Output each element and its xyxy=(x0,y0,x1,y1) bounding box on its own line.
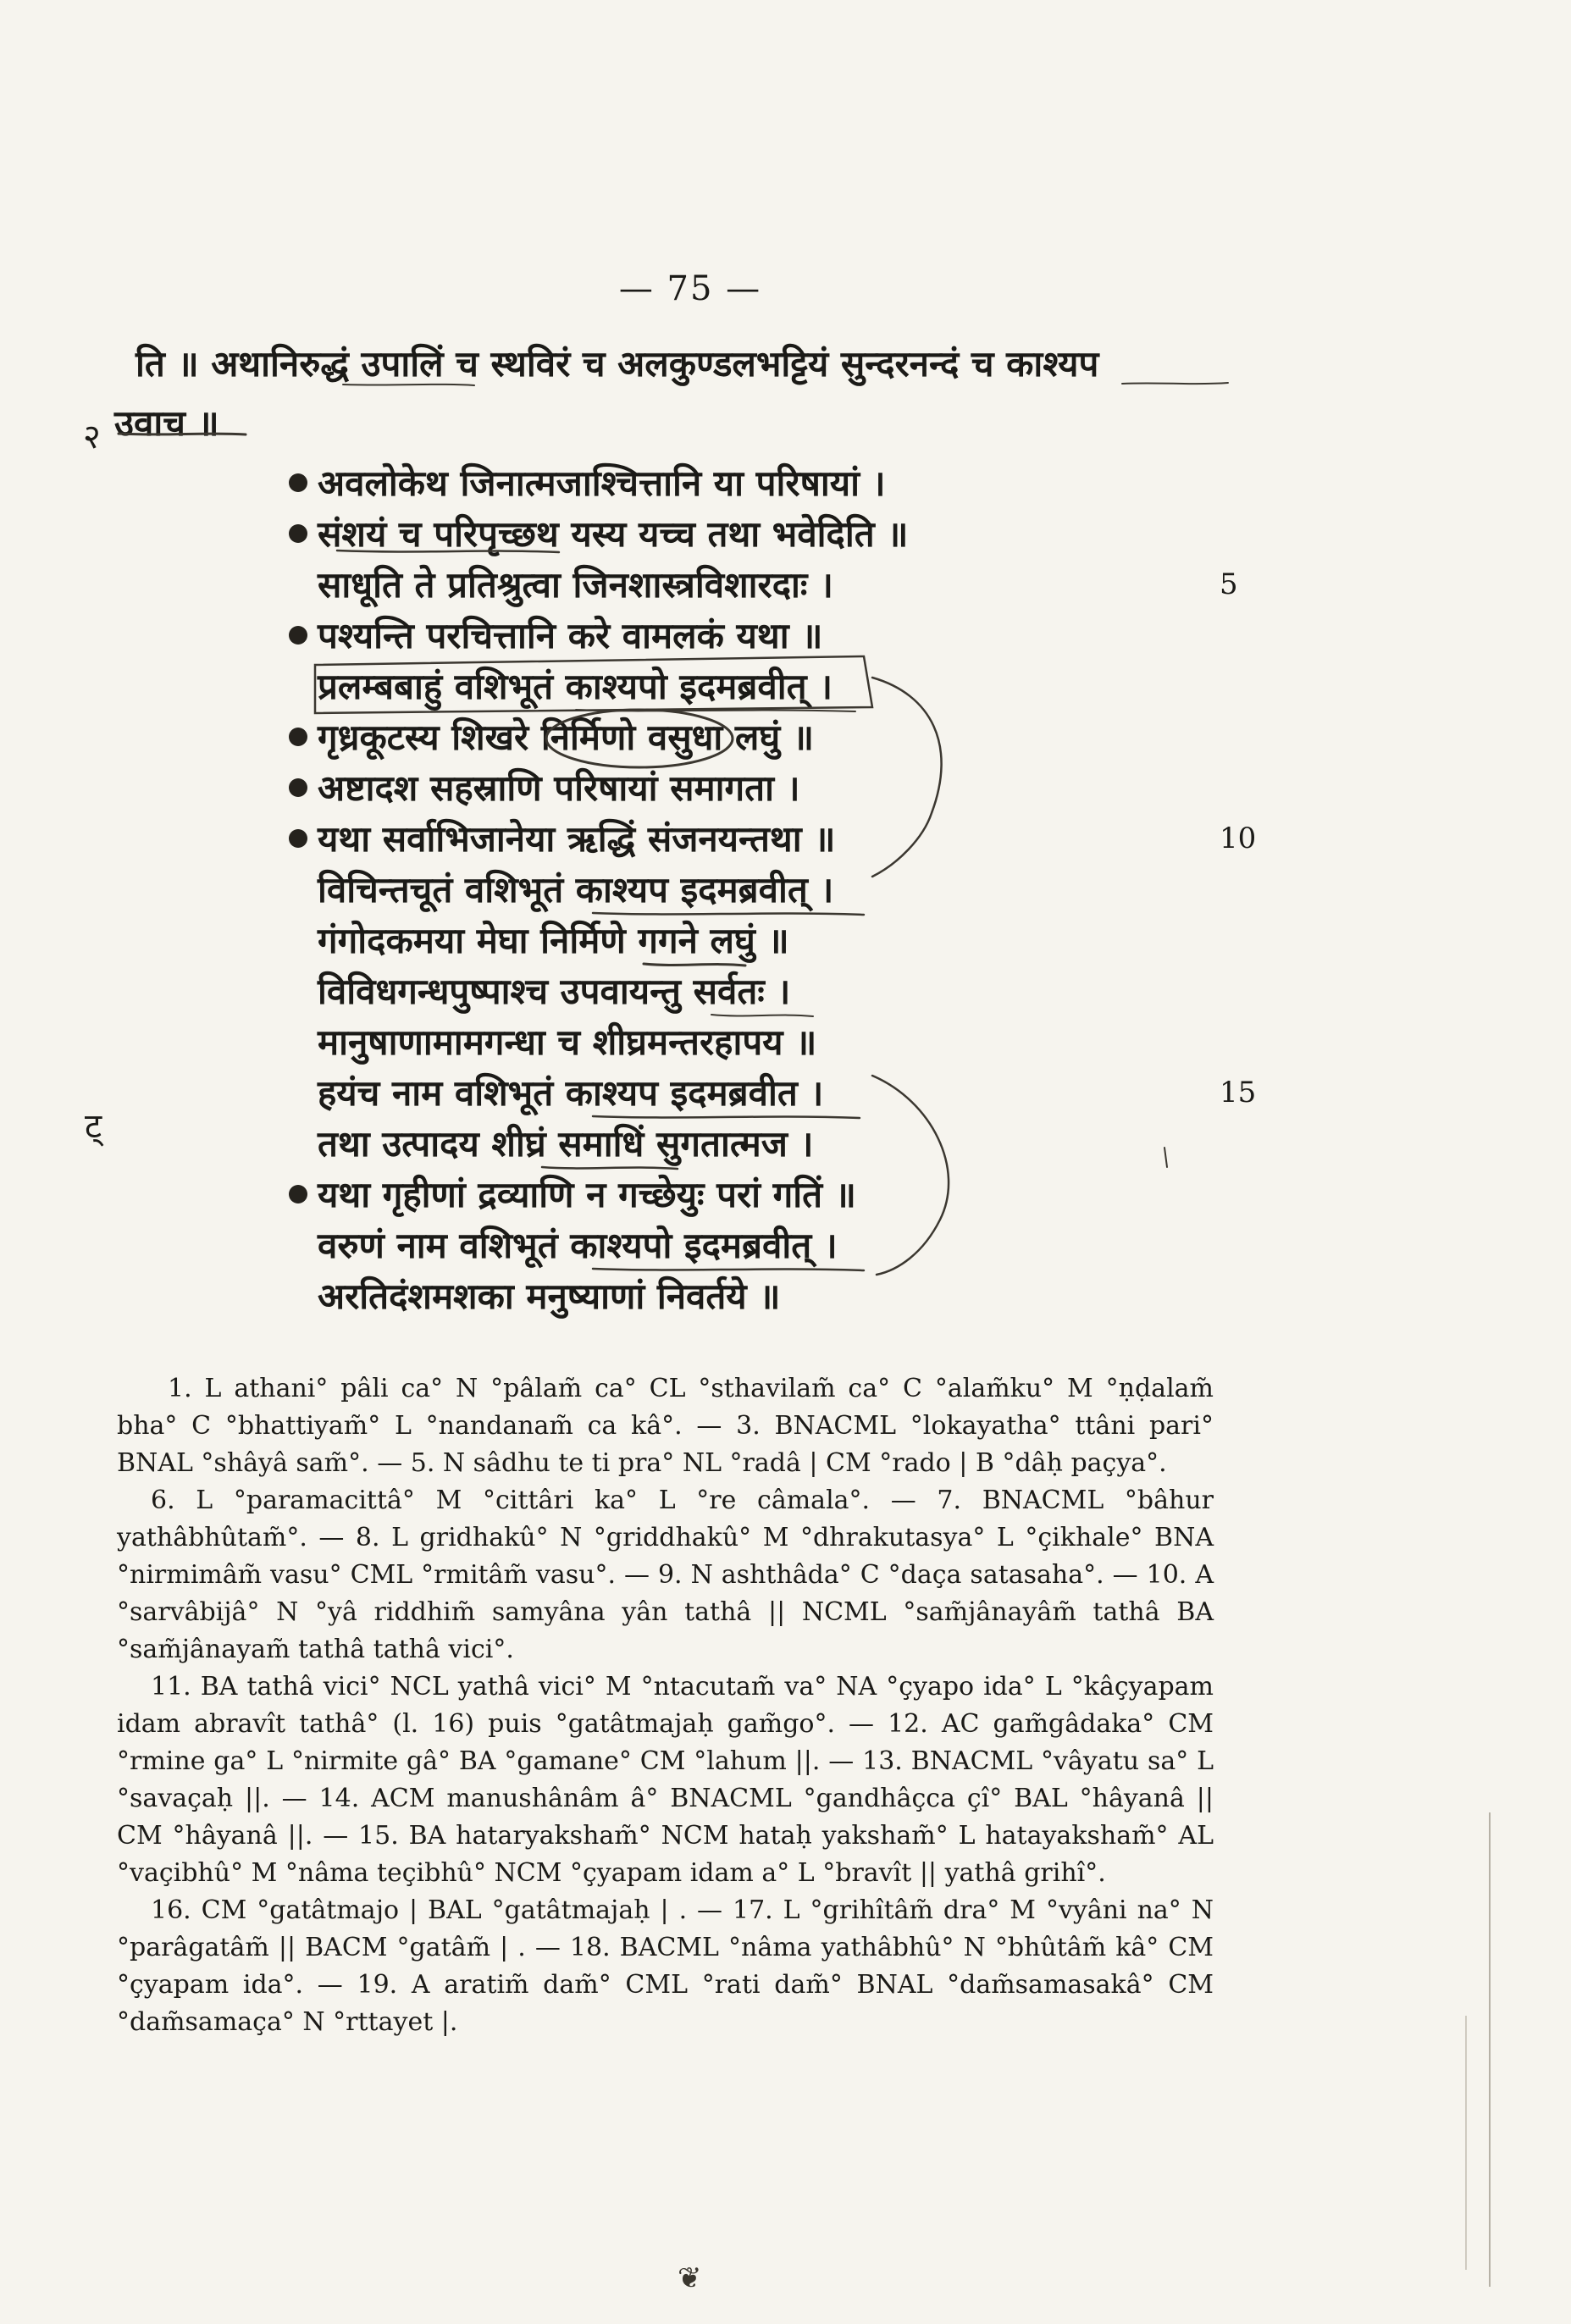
verse-marker-icon xyxy=(289,728,307,746)
verse-line-12 xyxy=(318,1021,816,1065)
verse-line-9 xyxy=(318,868,833,912)
verse-text: मानुषाणामामगन्धा च शीघ्रमन्तरहापय ॥ xyxy=(318,1021,817,1063)
bracket-5-9 xyxy=(872,678,942,877)
verse-line-8 xyxy=(318,817,835,861)
bottom-ornament-icon: ❦ xyxy=(678,2261,702,2295)
verse-line-2 xyxy=(318,512,908,556)
underline-verse-9 xyxy=(593,913,864,915)
verse-text: यथा गृहीणां द्रव्याणि न गच्छेयुः परां गतिं ॥ xyxy=(318,1174,856,1215)
header-line-1: ति ॥ अथानिरुद्धं उपालिं च स्थविरं च अलकुण्डलभट्टियं सुन्दरनन्दं च काश्यप xyxy=(136,343,1099,385)
margin-rule-faint xyxy=(1465,2016,1467,2270)
underline-verse-10 xyxy=(644,964,745,966)
note-paragraph-2: 6. L °paramacittâ° M °cittâri ka° L °re câmala°. — 7. BNACML °bâhur yathâbhûtam̃°. — 8. L gridhakû° N °griddhakû° M °dhrakutasya° L °çikhale° BNA °nirmimâm̃ vasu° CML °rmitâm̃ vasu°. — 9. N ashthâda° C °daça satasaha°. — 10. A °sarvâbijâ° N °yâ riddhim̃ samyâna yân tathâ || NCML °sam̃jânayâm̃ tathâ BA °sam̃jânayam̃ tathâ tathâ vici°. xyxy=(117,1486,1214,1664)
line-number-5: 5 xyxy=(1220,567,1238,601)
bracket-13-16 xyxy=(872,1076,949,1275)
verse-text: गंगोदकमया मेघा निर्मिणे गगने लघुं ॥ xyxy=(318,920,789,961)
underline-verse-13 xyxy=(593,1116,860,1118)
verse-text: गृध्रकूटस्य शिखरे निर्मिणो वसुधा लघुं ॥ xyxy=(318,717,815,758)
note-paragraph-4: 16. CM °gatâtmajo | BAL °gatâtmajaḥ | . — 17. L °grihîtâm̃ dra° M °vyâni na° N °parâgatâm̃ || BACM °gatâm̃ | . — 18. BACML °nâma yathâbhû° N °bhûtâm̃ kâ° CM °çyapam ida°. — 19. A aratim̃ dam̃° CML °rati dam̃° BNAL °dam̃samasakâ° CM °dam̃samaça° N °rttayet |. xyxy=(117,1895,1214,2037)
line-number-15: 15 xyxy=(1220,1076,1257,1109)
note-paragraph-1: 1. L athani° pâli ca° N °pâlam̃ ca° CL °sthavilam̃ ca° C °alam̃ku° M °ṇḍalam̃ bha° C °bhattiyam̃° L °nandanam̃ ca kâ°. — 3. BNACML °lokayatha° ttâni pari° BNAL °shâyâ sam̃°. — 5. N sâdhu te ti pra° NL °radâ | CM °rado | B °dâḥ paçya°. xyxy=(117,1374,1214,1478)
note-paragraph-3: 11. BA tathâ vici° NCL yathâ vici° M °ntacutam̃ va° NA °çyapo ida° L °kâçyapam idam abravît tathâ° (l. 16) puis °gatâtmajaḥ gam̃go°. — 12. AC gam̃gâdaka° CM °rmine ga° L °nirmite gâ° BA °gamane° CM °lahum ||. — 13. BNACML °vâyatu sa° L °savaçaḥ ||. — 14. ACM manushânâm â° BNACML °gandhâçca çî° BAL °hâyanâ || CM °hâyanâ ||. — 15. BA hataryaksham̃° NCM hataḥ yaksham̃° L hatayaksham̃° AL °vaçibhû° M °nâma teçibhû° NCM °çyapam idam a° L °bravît || yathâ grihî°. xyxy=(117,1672,1214,1888)
underline-verse-5 xyxy=(576,710,855,711)
verse-line-15 xyxy=(318,1173,856,1217)
verse-text: संशयं च परिपृच्छथ यस्य यच्च तथा भवेदिति ॥ xyxy=(318,513,909,555)
verse-text: अष्टादश सहस्राणि परिषायां समागता । xyxy=(318,767,800,809)
underline-verse-11 xyxy=(711,1015,813,1016)
verse-text: प्रलम्बबाहुं वशिभूतं काश्यपो इदमब्रवीत् । xyxy=(318,666,833,707)
verse-text: अरतिदंशमशका मनुष्याणां निवर्तये ॥ xyxy=(318,1275,781,1317)
verse-text: विचिन्तचूतं वशिभूतं काश्यप इदमब्रवीत् । xyxy=(318,869,834,910)
verse-marker-icon xyxy=(289,473,307,492)
underline-verse-16 xyxy=(593,1269,864,1270)
verse-text: साधूति ते प्रतिश्रुत्वा जिनशास्त्रविशारदाः । xyxy=(318,564,833,606)
verse-line-11 xyxy=(318,970,790,1014)
verse-line-17 xyxy=(318,1275,780,1319)
verse-text: वरुणं नाम वशिभूतं काश्यपो इदमब्रवीत् । xyxy=(318,1225,838,1266)
margin-rule xyxy=(1489,1812,1491,2287)
verse-text: पश्यन्ति परचित्तानि करे वामलकं यथा ॥ xyxy=(318,615,823,656)
verse-line-6 xyxy=(318,716,814,760)
page-number: — 75 — xyxy=(618,269,762,308)
underline-verse-14 xyxy=(542,1167,678,1169)
line-number-10: 10 xyxy=(1220,822,1257,855)
verse-marker-icon xyxy=(289,626,307,645)
verse-line-4 xyxy=(318,614,822,658)
verse-text: यथा सर्वाभिजानेया ऋद्धिं संजनयन्तथा ॥ xyxy=(318,818,836,860)
verse-line-7 xyxy=(318,766,800,811)
header-line-2: उवाच ॥ xyxy=(114,402,219,444)
verse-line-16 xyxy=(318,1224,838,1268)
verse-line-5 xyxy=(318,665,833,709)
verse-marker-icon xyxy=(289,829,307,848)
verse-text: अवलोकेथ जिनात्मजाश्चित्तानि या परिषायां । xyxy=(318,462,886,504)
verse-line-3 xyxy=(318,563,833,607)
verse-line-13 xyxy=(318,1071,823,1115)
verse-marker-icon xyxy=(289,778,307,797)
verse-text: विविधगन्धपुष्पाश्च उपवायन्तु सर्वतः । xyxy=(318,971,791,1012)
verse-text: हयंच नाम वशिभूतं काश्यप इदमब्रवीत । xyxy=(318,1072,824,1114)
verse-marker-icon xyxy=(289,1185,307,1204)
tick-mark xyxy=(1164,1148,1167,1167)
verse-line-1 xyxy=(318,462,886,506)
verse-line-14 xyxy=(318,1122,813,1166)
verse-text: तथा उत्पादय शीघ्रं समाधिं सुगतात्मज । xyxy=(318,1123,814,1165)
verse-line-10 xyxy=(318,919,789,963)
margin-stray-mark: २ xyxy=(83,418,101,456)
underline-header-3 xyxy=(1122,383,1228,384)
margin-pencil-mark: ट् xyxy=(85,1107,102,1146)
verse-marker-icon xyxy=(289,524,307,543)
critical-apparatus xyxy=(117,1370,1214,2041)
